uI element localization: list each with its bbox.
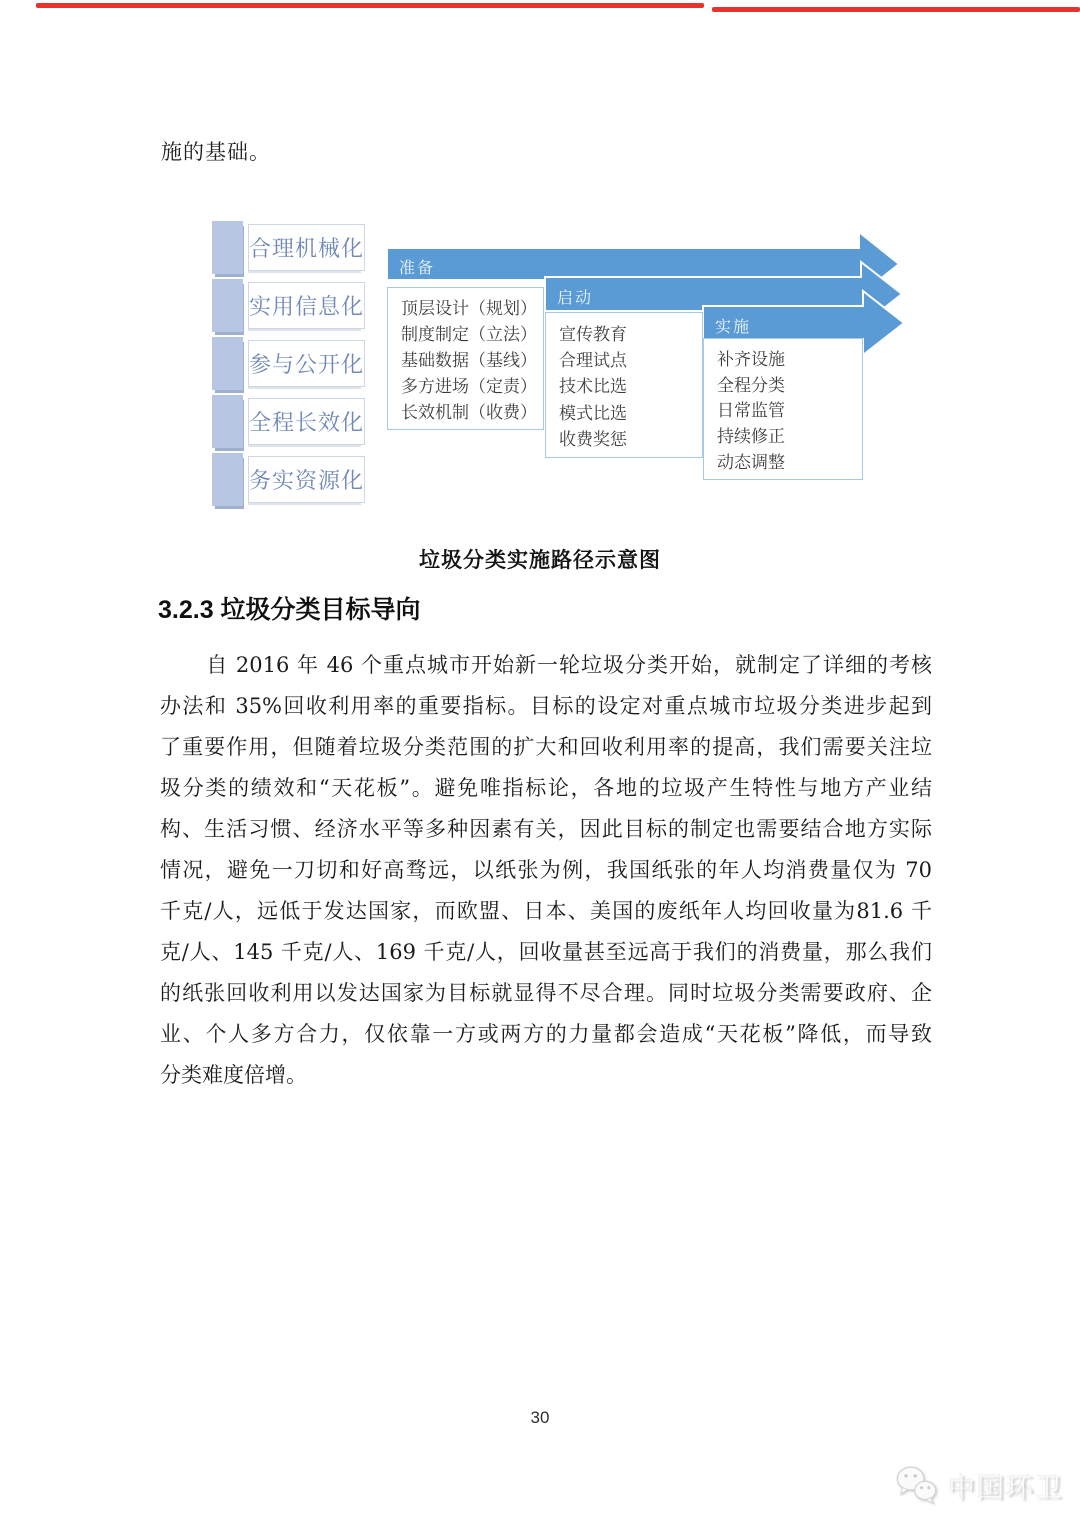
body-paragraph xyxy=(160,645,932,1096)
phase-item: 合理试点 xyxy=(559,351,627,371)
phase-box-launch xyxy=(545,312,703,458)
paragraph-line: 办法和 35%回收利用率的重要指标。目标的设定对重点城市垃圾分类进步起到 xyxy=(160,694,932,718)
watermark-text: 中国环卫 xyxy=(948,1472,1064,1503)
phase-title-implement: 实施 xyxy=(715,319,752,336)
phase-item: 技术比选 xyxy=(559,377,627,397)
side-label: 务实资源化 xyxy=(248,456,365,503)
square-bullet-icon xyxy=(212,337,243,390)
side-label: 参与公开化 xyxy=(248,340,365,387)
paragraph-line: 克/人、145 千克/人、169 千克/人，回收量甚至远高于我们的消费量，那么我们 xyxy=(160,940,932,964)
paragraph-line: 业、个人多方合力，仅依靠一方或两方的力量都会造成“天花板”降低，而导致 xyxy=(160,1022,932,1046)
side-row xyxy=(212,398,402,445)
side-row xyxy=(212,224,402,271)
phase-item: 基础数据（基线） xyxy=(401,350,537,370)
phase-box-implement xyxy=(703,338,863,480)
phase-title-prepare: 准备 xyxy=(399,260,436,277)
phase-item: 持续修正 xyxy=(717,427,785,447)
phase-item: 日常监管 xyxy=(717,401,785,421)
phase-item: 模式比选 xyxy=(559,403,627,423)
square-bullet-icon xyxy=(212,453,243,506)
phase-title-launch: 启动 xyxy=(557,290,594,307)
paragraph-line: 圾分类的绩效和“天花板”。避免唯指标论，各地的垃圾产生特性与地方产业结 xyxy=(160,776,932,800)
paragraph-line: 分类难度倍增。 xyxy=(160,1063,307,1087)
side-label: 实用信息化 xyxy=(248,282,365,329)
phase-item: 多方进场（定责） xyxy=(401,376,537,396)
phase-item: 收费奖惩 xyxy=(559,430,627,450)
watermark xyxy=(893,1464,1064,1506)
phase-item: 制度制定（立法） xyxy=(401,325,537,345)
phase-item: 动态调整 xyxy=(717,452,785,472)
paragraph-line: 情况，避免一刀切和好高骛远，以纸张为例，我国纸张的年人均消费量仅为 70 xyxy=(160,858,932,882)
phase-item: 全程分类 xyxy=(717,375,785,395)
paragraph-line: 了重要作用，但随着垃圾分类范围的扩大和回收利用率的提高，我们需要关注垃 xyxy=(160,735,932,759)
paragraph-line: 自 2016 年 46 个重点城市开始新一轮垃圾分类开始，就制定了详细的考核 xyxy=(206,653,932,677)
side-row xyxy=(212,340,402,387)
paragraph-line: 构、生活习惯、经济水平等多种因素有关，因此目标的制定也需要结合地方实际 xyxy=(160,817,932,841)
intro-text: 施的基础。 xyxy=(161,140,271,164)
square-bullet-icon xyxy=(212,279,243,332)
phase-item: 宣传教育 xyxy=(559,324,627,344)
phase-box-prepare xyxy=(387,287,544,430)
section-heading: 3.2.3 垃圾分类目标导向 xyxy=(158,596,421,624)
red-scan-mark xyxy=(712,7,1080,12)
square-bullet-icon xyxy=(212,221,243,274)
page-number: 30 xyxy=(530,1408,550,1427)
side-label: 合理机械化 xyxy=(248,224,365,271)
paragraph-line: 千克/人，远低于发达国家，而欧盟、日本、美国的废纸年人均回收量为81.6 千 xyxy=(160,899,932,923)
red-scan-mark xyxy=(36,3,704,8)
paragraph-line: 的纸张回收利用以发达国家为目标就显得不尽合理。同时垃圾分类需要政府、企 xyxy=(160,981,932,1005)
side-label: 全程长效化 xyxy=(248,398,365,445)
square-bullet-icon xyxy=(212,395,243,448)
phase-item: 长效机制（收费） xyxy=(401,402,537,422)
side-row xyxy=(212,456,402,503)
phase-item: 顶层设计（规划） xyxy=(401,299,537,319)
wechat-logo-icon xyxy=(893,1464,941,1506)
side-row xyxy=(212,282,402,329)
figure-caption: 垃圾分类实施路径示意图 xyxy=(419,549,661,572)
phase-item: 补齐设施 xyxy=(717,350,785,370)
figure-implementation-path xyxy=(0,210,1080,540)
